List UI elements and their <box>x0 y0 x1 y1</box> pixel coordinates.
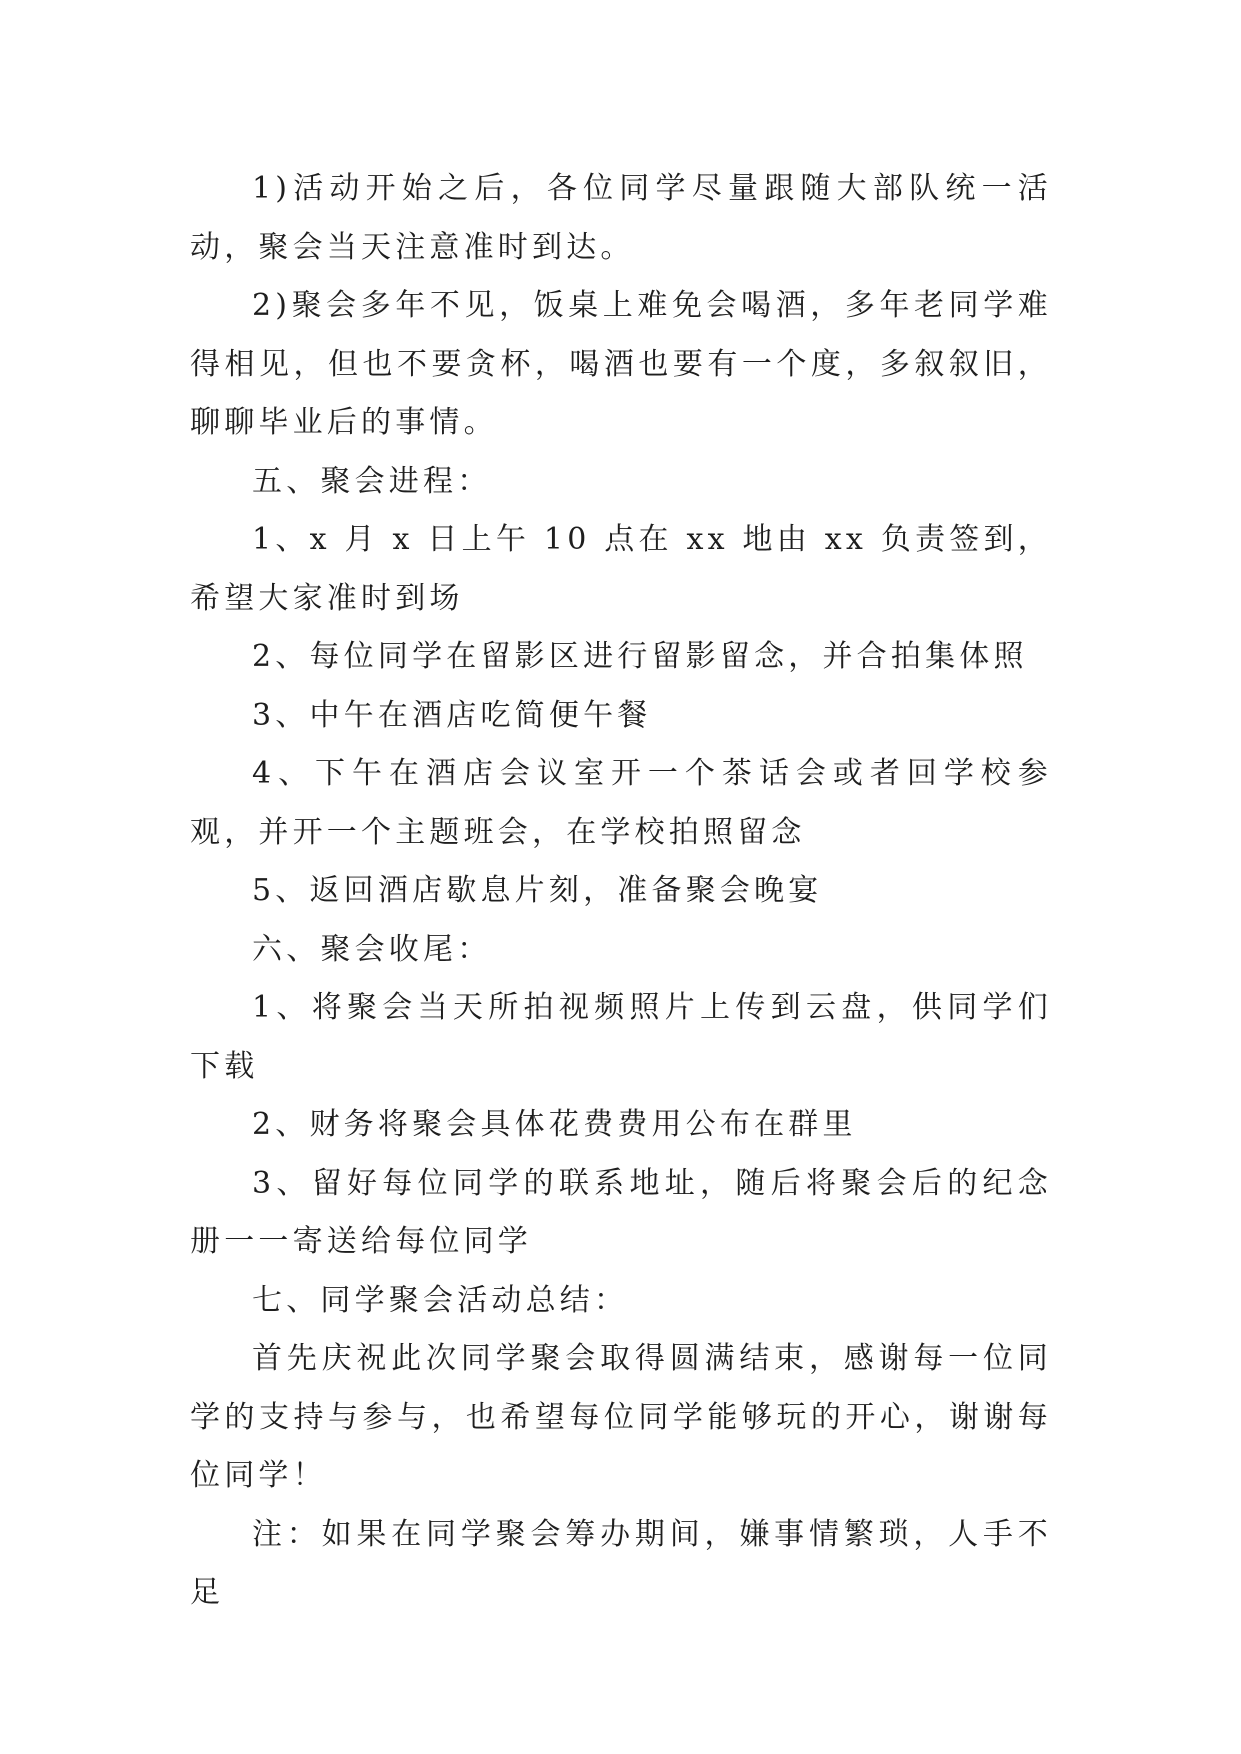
process-step-1: 1、x 月 x 日上午 10 点在 xx 地由 xx 负责签到，希望大家准时到场 <box>190 522 1052 616</box>
process-step-3: 3、中午在酒店吃简便午餐 <box>252 697 652 733</box>
process-step-2: 2、每位同学在留影区进行留影留念，并合拍集体照 <box>252 639 1028 674</box>
section-heading-summary: 七、同学聚会活动总结： <box>252 1282 629 1318</box>
process-step-4: 4、下午在酒店会议室开一个茶话会或者回学校参观，并开一个主题班会，在学校拍照留念 <box>190 756 1052 850</box>
section-heading-process: 五、聚会进程： <box>252 463 492 499</box>
paragraph-activity-rule-1: 1)活动开始之后，各位同学尽量跟随大部队统一活动，聚会当天注意准时到达。 <box>190 171 1052 265</box>
wrapup-step-3: 3、留好每位同学的联系地址，随后将聚会后的纪念册一一寄送给每位同学 <box>190 1165 1052 1259</box>
paragraph-activity-rule-2: 2)聚会多年不见，饭桌上难免会喝酒，多年老同学难得相见，但也不要贪杯，喝酒也要有一个度，多叙叙旧，聊聊毕业后的事情。 <box>190 288 1052 440</box>
document-body <box>190 160 1052 1623</box>
process-step-5: 5、返回酒店歇息片刻，准备聚会晚宴 <box>252 873 823 908</box>
wrapup-step-1: 1、将聚会当天所拍视频照片上传到云盘，供同学们下载 <box>190 990 1052 1084</box>
summary-paragraph: 首先庆祝此次同学聚会取得圆满结束，感谢每一位同学的支持与参与，也希望每位同学能够玩的开心，谢谢每位同学！ <box>190 1341 1052 1493</box>
wrapup-step-2: 2、财务将聚会具体花费费用公布在群里 <box>252 1107 857 1142</box>
section-heading-wrapup: 六、聚会收尾： <box>252 931 492 967</box>
note-paragraph: 注：如果在同学聚会筹办期间，嫌事情繁琐，人手不足 <box>190 1516 1052 1610</box>
